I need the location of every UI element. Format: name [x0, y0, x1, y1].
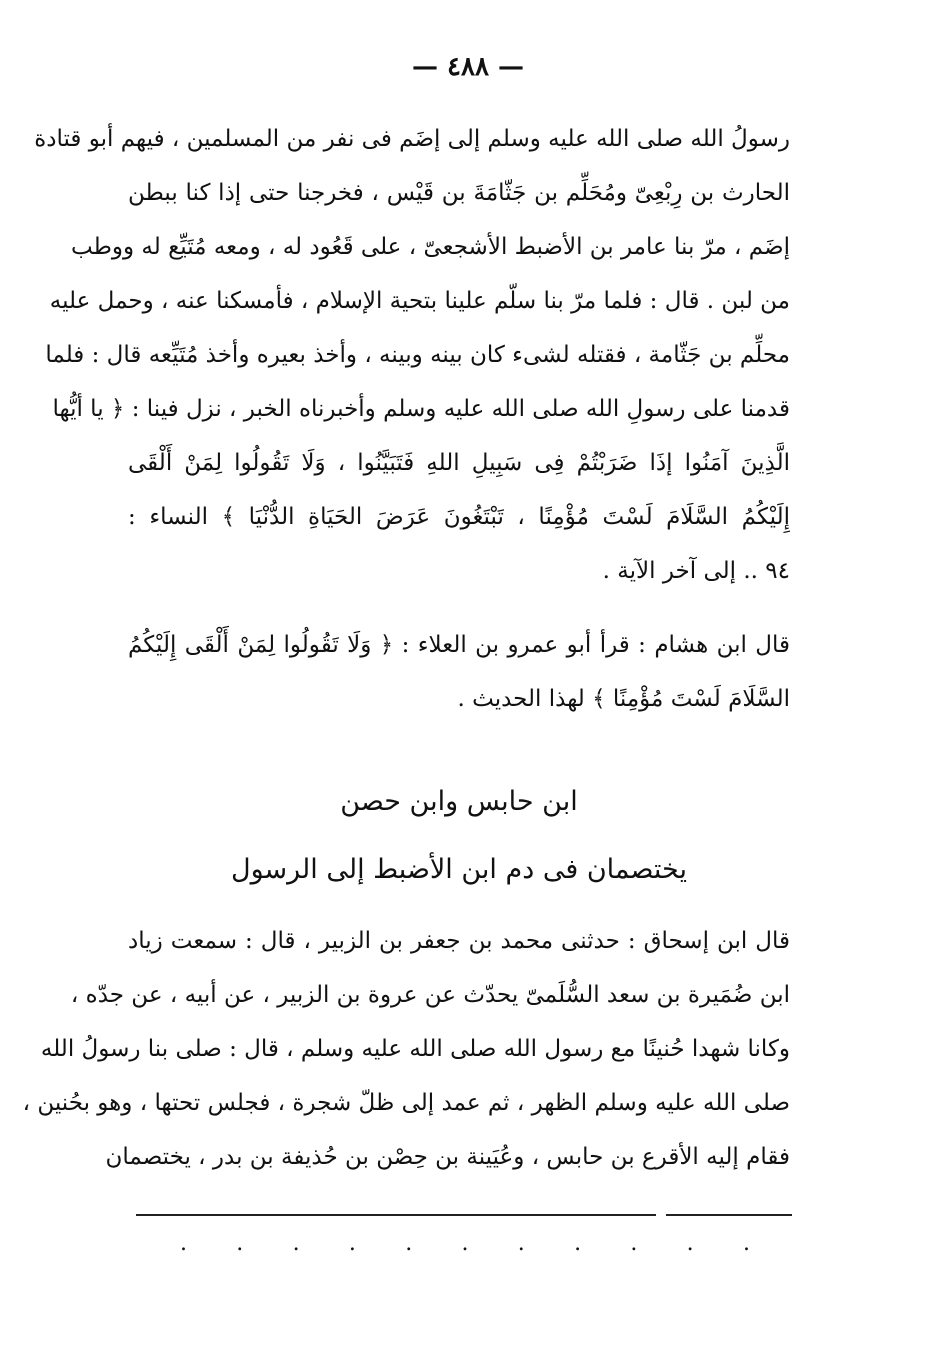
footer-dot: . [180, 1231, 187, 1256]
footer-dot: . [461, 1231, 469, 1256]
text-line: من لبن . قال : فلما مرّ بنا سلّم علينا بتحية الإسلام ، فأمسكنا عنه ، وحمل عليه [49, 288, 790, 314]
text-line: قال ابن إسحاق : حدثنى محمد بن جعفر بن الزبير ، قال : سمعت زياد [128, 928, 790, 954]
footer-dots [180, 1232, 750, 1256]
text-line: فقام إليه الأقرع بن حابس ، وعُيَينة بن حِصْن بن حُذيفة بن بدر ، يختصمان [105, 1144, 790, 1170]
text-line: صلى الله عليه وسلم الظهر ، ثم عمد إلى ظلّ شجرة ، فجلس تحتها ، وهو بحُنين ، [22, 1090, 790, 1116]
text-line: رسولُ الله صلى الله عليه وسلم إلى إضَم فى نفر من المسلمين ، فيهم أبو قتادة [34, 126, 790, 152]
section-subheading: يختصمان فى دم ابن الأضبط إلى الرسول [230, 854, 688, 885]
footer-dot: . [348, 1231, 356, 1256]
text-line: ابن ضُمَيرة بن سعد السُّلَمىّ يحدّث عن عروة بن الزبير ، عن أبيه ، عن جدّه ، [70, 982, 790, 1008]
footer-dot: . [686, 1231, 694, 1256]
footer-dot: . [405, 1231, 413, 1256]
text-line: قدمنا على رسولِ الله صلى الله عليه وسلم وأخبرناه الخبر ، نزل فينا : ﴿ يا أيُّها [52, 396, 790, 422]
text-line: ٩٤ .. إلى آخر الآية . [602, 558, 790, 584]
footer-rule-short [666, 1214, 792, 1216]
text-line: الحارث بن رِبْعِىّ ومُحَلِّم بن جَثّامَةَ بن قَيْس ، فخرجنا حتى إذا كنا ببطن [128, 180, 790, 206]
footer-dot: . [742, 1231, 750, 1256]
footer-dot: . [574, 1231, 582, 1256]
paragraph-1 [34, 124, 790, 610]
footer-rule [136, 1214, 656, 1216]
footer-dot: . [517, 1231, 525, 1256]
text-line: السَّلَامَ لَسْتَ مُؤْمِنًا ﴾ لهذا الحديث . [457, 686, 790, 712]
text-line: إِلَيْكُمُ السَّلَامَ لَسْتَ مُؤْمِنًا ، تَبْتَغُونَ عَرَضَ الحَيَاةِ الدُّنْيَا ﴾ النساء : [128, 504, 790, 530]
paragraph-3 [22, 926, 790, 1196]
page-number: — ٤٨٨ — [411, 52, 525, 82]
paragraph-2 [128, 630, 790, 738]
footer-dot: . [630, 1231, 638, 1256]
footer-dot: . [236, 1231, 244, 1256]
text-line: الَّذِينَ آمَنُوا إذَا ضَرَبْتُمْ فِى سَبِيلِ اللهِ فَتَبَيَّنُوا ، وَلَا تَقُولُوا لِمَنْ أَلْقَى [128, 450, 790, 476]
section-heading: ابن حابس وابن حصن [340, 786, 578, 817]
text-line: إضَم ، مرّ بنا عامر بن الأضبط الأشجعىّ ، على قَعُود له ، ومعه مُتَيِّع له ووطب [71, 234, 790, 260]
footer-dot: . [292, 1231, 300, 1256]
text-line: قال ابن هشام : قرأ أبو عمرو بن العلاء : ﴿ وَلَا تَقُولُوا لِمَنْ أَلْقَى إِلَيْكُمُ [128, 632, 790, 658]
text-line: وكانا شهدا حُنينًا مع رسول الله صلى الله عليه وسلم ، قال : صلى بنا رسولُ الله [40, 1036, 790, 1062]
text-line: محلِّم بن جَثّامة ، فقتله لشىء كان بينه وبينه ، وأخذ بعيره وأخذ مُتَيِّعه قال : فلما [45, 342, 790, 368]
